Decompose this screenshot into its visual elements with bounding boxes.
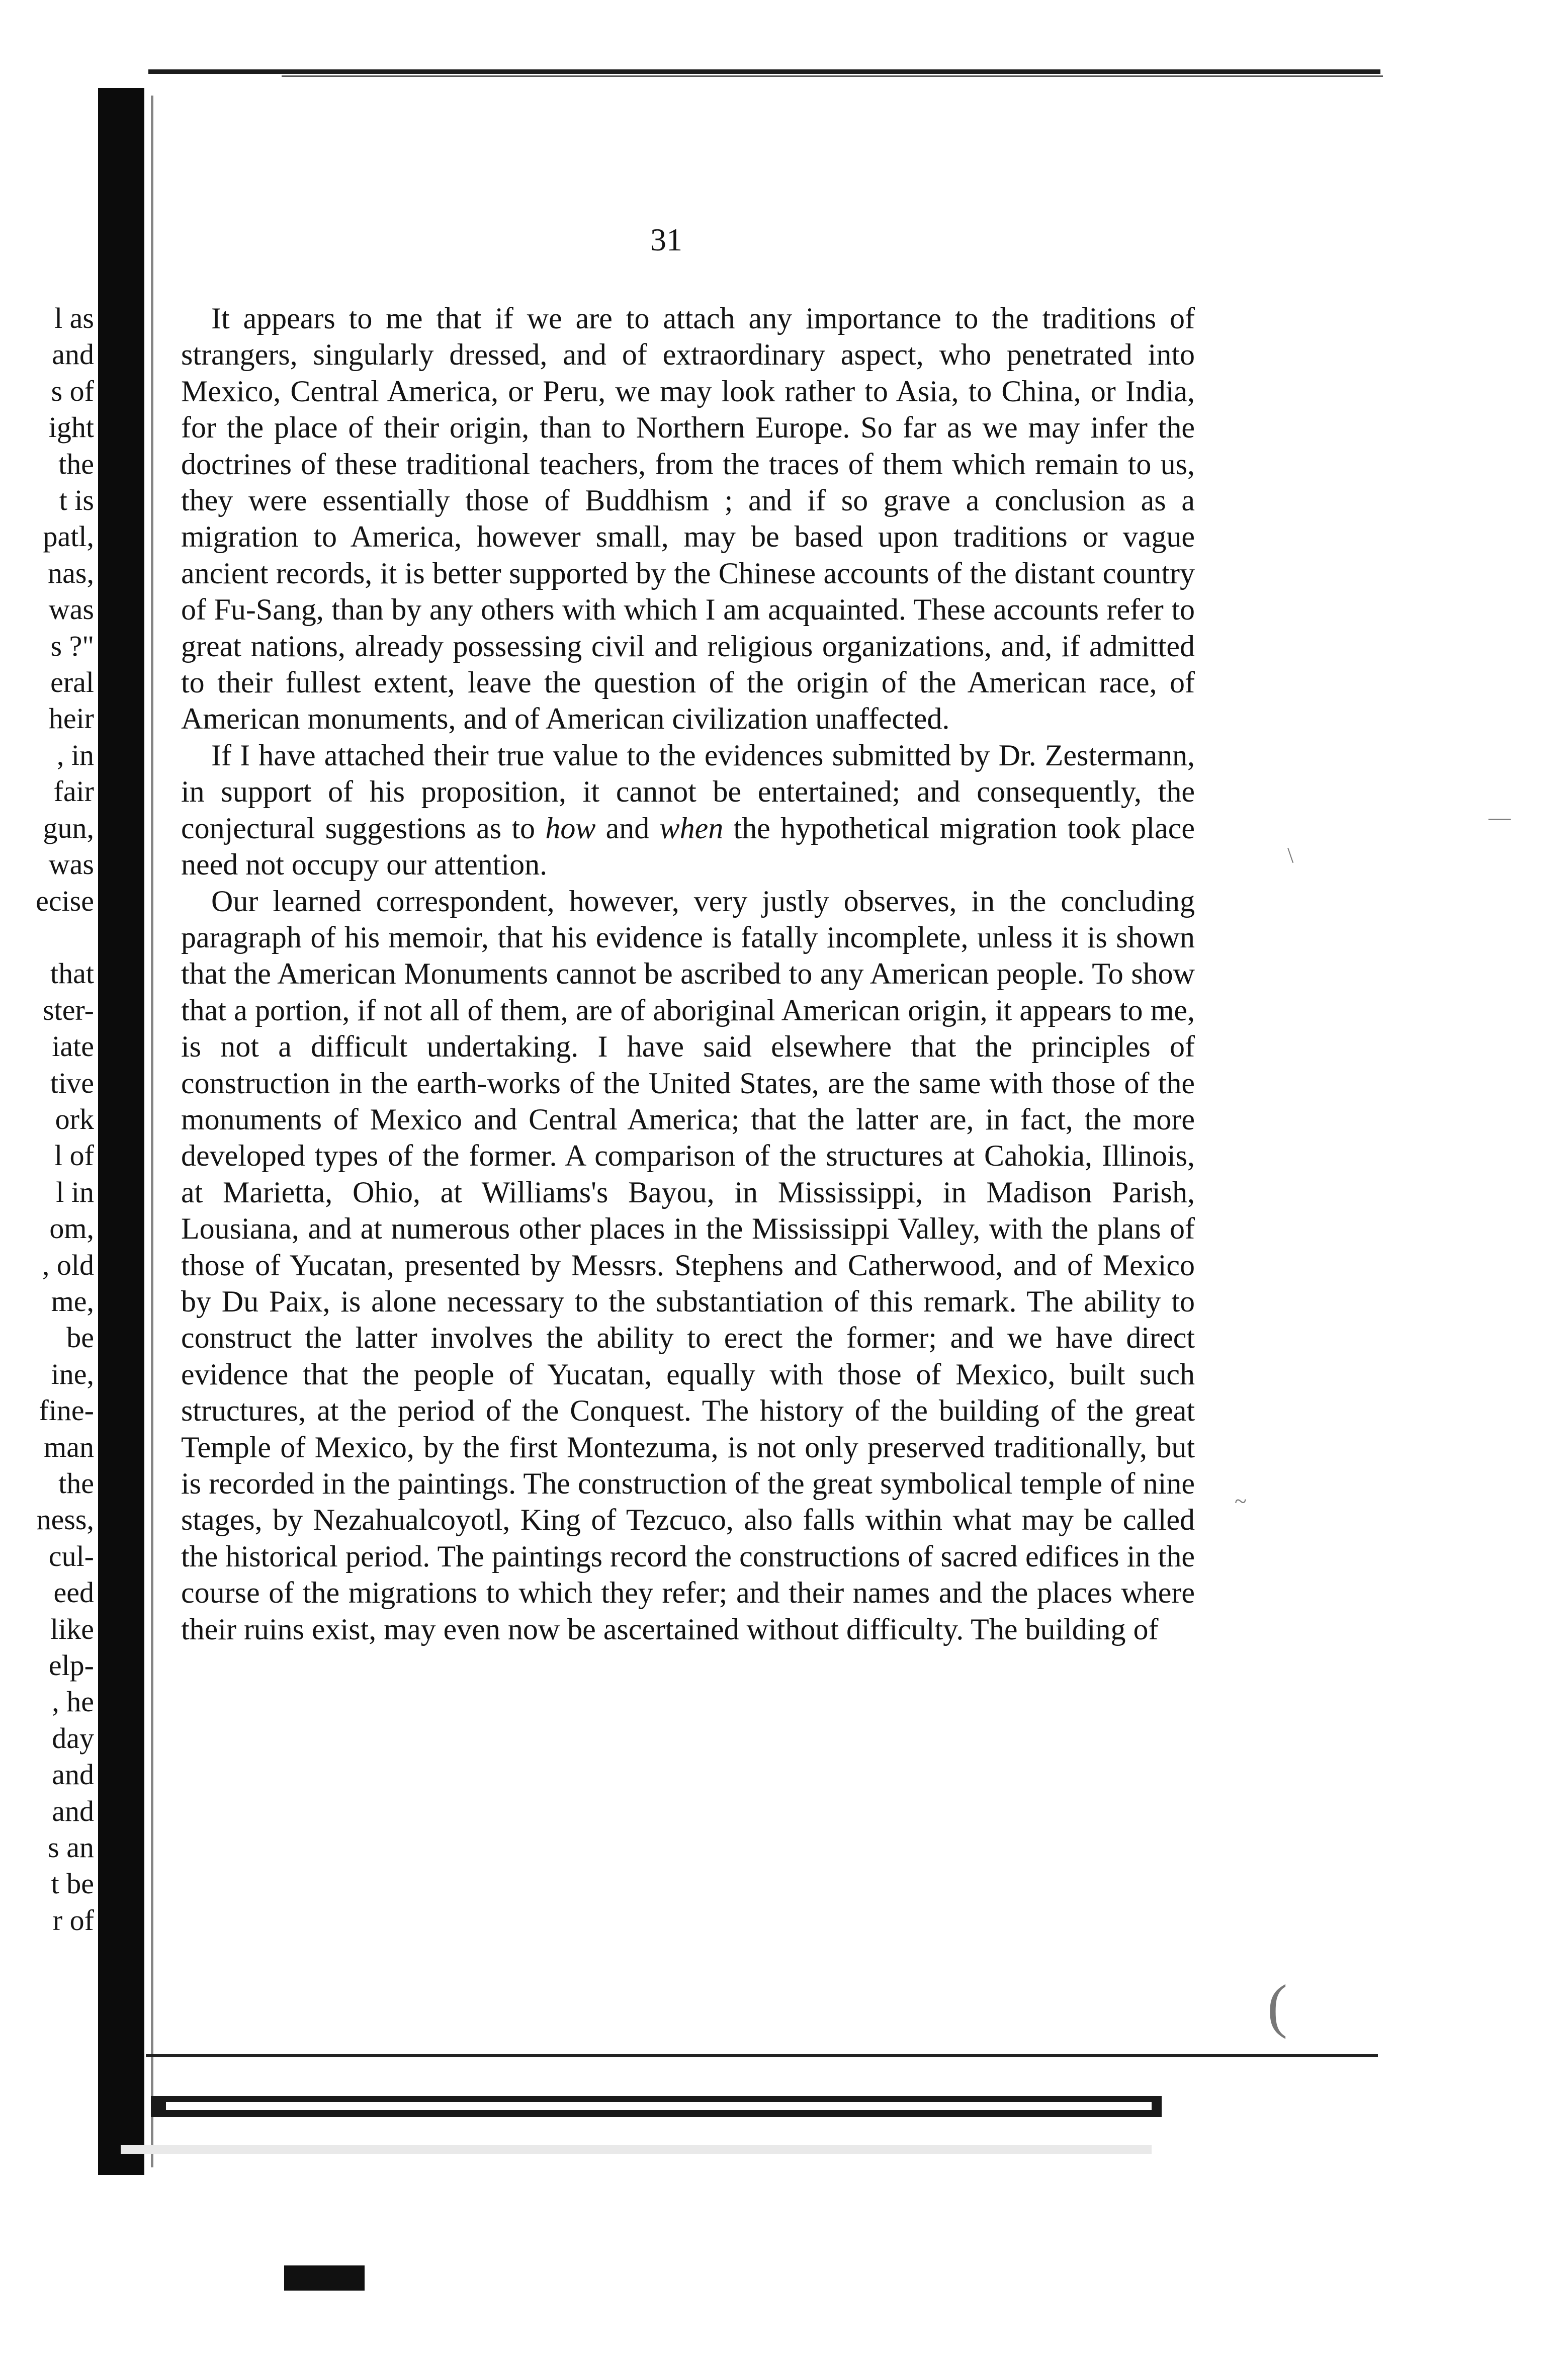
facing-page-fragment: t be	[51, 1867, 94, 1900]
facing-page-fragment: l as	[54, 302, 94, 334]
facing-page-fragment	[0, 919, 98, 955]
scan-speck: \	[1287, 843, 1294, 867]
facing-page-fragment: s ?"	[50, 629, 94, 662]
facing-page-fragment: , he	[52, 1685, 94, 1718]
facing-page-fragment: s of	[51, 374, 94, 407]
facing-page-fragment: tive	[50, 1066, 94, 1099]
bottom-edge-rule	[146, 2054, 1378, 2057]
bottom-scan-shadow	[121, 2145, 1152, 2154]
facing-page-fragment: ecise	[36, 884, 94, 917]
facing-page-fragment: fine-	[39, 1394, 94, 1427]
scan-speck: (	[1267, 1972, 1287, 2039]
facing-page-fragment: t is	[59, 484, 94, 517]
facing-page-fragment: l in	[56, 1175, 94, 1208]
scan-speck: —	[1489, 805, 1511, 830]
facing-page-fragment: ness,	[36, 1503, 94, 1536]
spine-edge-line	[151, 96, 153, 2167]
facing-page-fragment: be	[66, 1321, 94, 1354]
emphasis: how	[545, 811, 596, 845]
facing-page-fragment: man	[44, 1430, 94, 1463]
facing-page-fragment: was	[48, 593, 94, 626]
facing-page-fragment: eral	[50, 666, 94, 699]
facing-page-fragment: and	[52, 1758, 94, 1791]
facing-page-fragment: and	[52, 338, 94, 371]
facing-page-fragment: ine,	[51, 1357, 94, 1390]
facing-page-fragment: iate	[52, 1030, 94, 1063]
facing-page-fragment: the	[58, 1467, 94, 1500]
paragraph: If I have attached their true value to the evidences submitted by Dr. Zestermann, in support of his proposition, it cannot be entertained; and consequently, the conjectural suggestions as to how and when the hypothetical migration took place need not occupy our attention.	[181, 738, 1195, 882]
facing-page-fragment: me,	[51, 1284, 94, 1318]
facing-page-fragment: and	[52, 1794, 94, 1827]
top-edge-rule	[148, 69, 1380, 74]
bottom-frame-bar-inner	[166, 2102, 1152, 2110]
emphasis: when	[659, 811, 724, 845]
facing-page-fragment: r of	[52, 1903, 94, 1937]
facing-page-fragment: om,	[49, 1212, 94, 1245]
facing-page-fragment: day	[52, 1721, 94, 1755]
book-spine-shadow	[98, 88, 144, 2175]
facing-page-fragment: ork	[55, 1102, 94, 1135]
page-number: 31	[650, 222, 682, 257]
paragraph: Our learned correspondent, however, very justly observes, in the concluding paragraph of his memoir, that his evidence is fatally incomplete, unless it is shown that the American Monuments cannot be ascribed to any American people. To show that a portion, if not all of them, are of aboriginal American origin, it appears to me, is not a difficult undertaking. I have said elsewhere that the principles of construction in the earth-works of the United States, are the same with those of the monuments of Mexico and Central America; that the latter are, in fact, the more developed types of the former. A comparison of the structures at Cahokia, Illinois, at Marietta, Ohio, at Williams's Bayou, in Mississippi, in Madison Parish, Lousiana, and at numerous other places in the Mississippi Valley, with the plans of those of Yucatan, presented by Messrs. Stephens and Catherwood, and of Mexico by Du Paix, is alone necessary to the substantiation of this remark. The ability to construct the latter involves the ability to erect the former; and we have direct evidence that the people of Yucatan, equally with those of Mexico, built such structures, at the period of the Conquest. The history of the building of the great Temple of Mexico, by the first Montezuma, is not only preserved traditionally, but is recorded in the paintings. The construction of the great symbolical temple of nine stages, by Nezahualcoyotl, King of Tezcuco, also falls within what may be called the historical period. The paintings record the constructions of sacred edifices in the course of the migrations to which they refer; and their names and the places where their ruins exist, may even now be ascertained without difficulty. The building of	[181, 884, 1195, 1646]
facing-page-fragment: like	[50, 1612, 94, 1645]
facing-page-fragment: l of	[54, 1139, 94, 1172]
facing-page-fragment: ster-	[43, 993, 94, 1026]
facing-page-fragment: heir	[48, 702, 94, 735]
facing-page-fragment: elp-	[48, 1649, 94, 1682]
facing-page-fragment: the	[58, 447, 94, 480]
facing-page-fragment: nas,	[48, 556, 94, 589]
facing-page-fragment: , in	[56, 738, 94, 771]
facing-page-fragment: that	[50, 957, 94, 990]
facing-page-fragment: fair	[53, 775, 94, 808]
facing-page-fragment: , old	[42, 1248, 94, 1281]
top-edge-rule-thin	[282, 75, 1383, 77]
facing-page-fragments	[0, 300, 98, 1939]
facing-page-fragment: s an	[48, 1831, 94, 1864]
facing-page-fragment: was	[48, 848, 94, 881]
facing-page-fragment: eed	[53, 1576, 94, 1609]
paragraph: It appears to me that if we are to attach any importance to the traditions of strangers, singularly dressed, and of extraordinary aspect, who penetrated into Mexico, Central America, or Peru, we may look rather to Asia, to China, or India, for the place of their origin, than to Northern Europe. So far as we may infer the doctrines of these traditional teachers, from the traces of them which remain to us, they were essentially those of Buddhism ; and if so grave a conclusion as a migration to America, however small, may be based upon traditions or vague ancient records, it is better supported by the Chinese accounts of the distant country of Fu-Sang, than by any others with which I am acquainted. These accounts refer to great nations, already possessing civil and religious organizations, and, if admitted to their fullest extent, leave the question of the origin of the American race, of American monuments, and of American civilization unaffected.	[181, 302, 1195, 736]
facing-page-fragment: ight	[48, 411, 94, 444]
facing-page-fragment: patl,	[43, 520, 94, 553]
facing-page-fragment: gun,	[43, 811, 94, 844]
bottom-scan-tab	[284, 2265, 365, 2291]
facing-page-fragment: cul-	[48, 1539, 94, 1572]
body-text	[181, 300, 1195, 1647]
scan-speck: ~	[1235, 1489, 1247, 1514]
